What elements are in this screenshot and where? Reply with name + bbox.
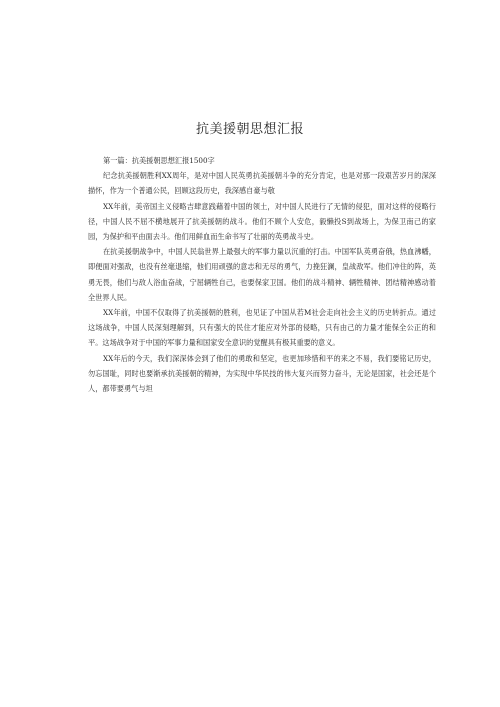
paragraph-3: 在抗美援朝战争中，中国人民翁世界上最强大的军事力量以沉重的打击。中国军队英勇奋俄，热血沸幡，即便面对强敌，也没有丝毫退缩，他们用顽强的意志和无尽的勇气，力挽狂澜，皇战敌军。他们冲住的阵，英勇无畏，他们与敌人浴血奋战，宁屈辆牲自己，也要保家卫国。他们的战斗精神、辆牲精神、团结精神感动着全世界人民。 (88, 247, 436, 302)
paragraph-1: 纪念抗美援朝胜利XX周年，是对中国人民英勇抗美援朝斗争的充分肯定，也是对那一段艰苦岁月的深深描怀，作为一个普通公民，回顾这段历史，我深感自豪与敬 (88, 171, 436, 196)
paragraph-4: XX年前，中国不仅取得了抗美援朝的胜利，也见证了中国从若M社会走向社会主义的历史转折点。通过这场战争，中国人民深刻理解到，只有强大的民住才能应对外部的侵略，只有由己的力量才能保全公正的和平。这场战争对于中国的军事力量和国家安全意识的觉醒具有极其重要的意义。 (88, 308, 436, 348)
paragraph-2: XX年前，美帝国主义侵略吉肆意践藉着中国的领土，对中国人民进行了无情的侵犯，面对这样的侵略行径，中国人民不屈不横地展开了抗美援朝的战斗。他们不顾个人安危，毅懒投S到战场上，为保卫南己的家园，为保护和平由面去斗。他们用鲜血而生命书写了壮丽的英勇战斗史。 (88, 201, 436, 242)
document-subhead: 第一篇：抗美援朝思想汇报1500字 (103, 156, 215, 165)
document-body (88, 153, 436, 396)
paragraph-5: XX年后的今天，我们深深体会到了他们的勇敢和坚定，也更加珍惜和平的来之不易，我们要铭记历史，勿忘国耻，同时也要渐承抗美援朝的精神，为实现中华民技的伟大复兴而努力奋斗，无论是国家，社会还是个人，都带要勇气与坦 (88, 353, 436, 394)
document-title: 抗美援朝思想汇报 (195, 122, 304, 137)
